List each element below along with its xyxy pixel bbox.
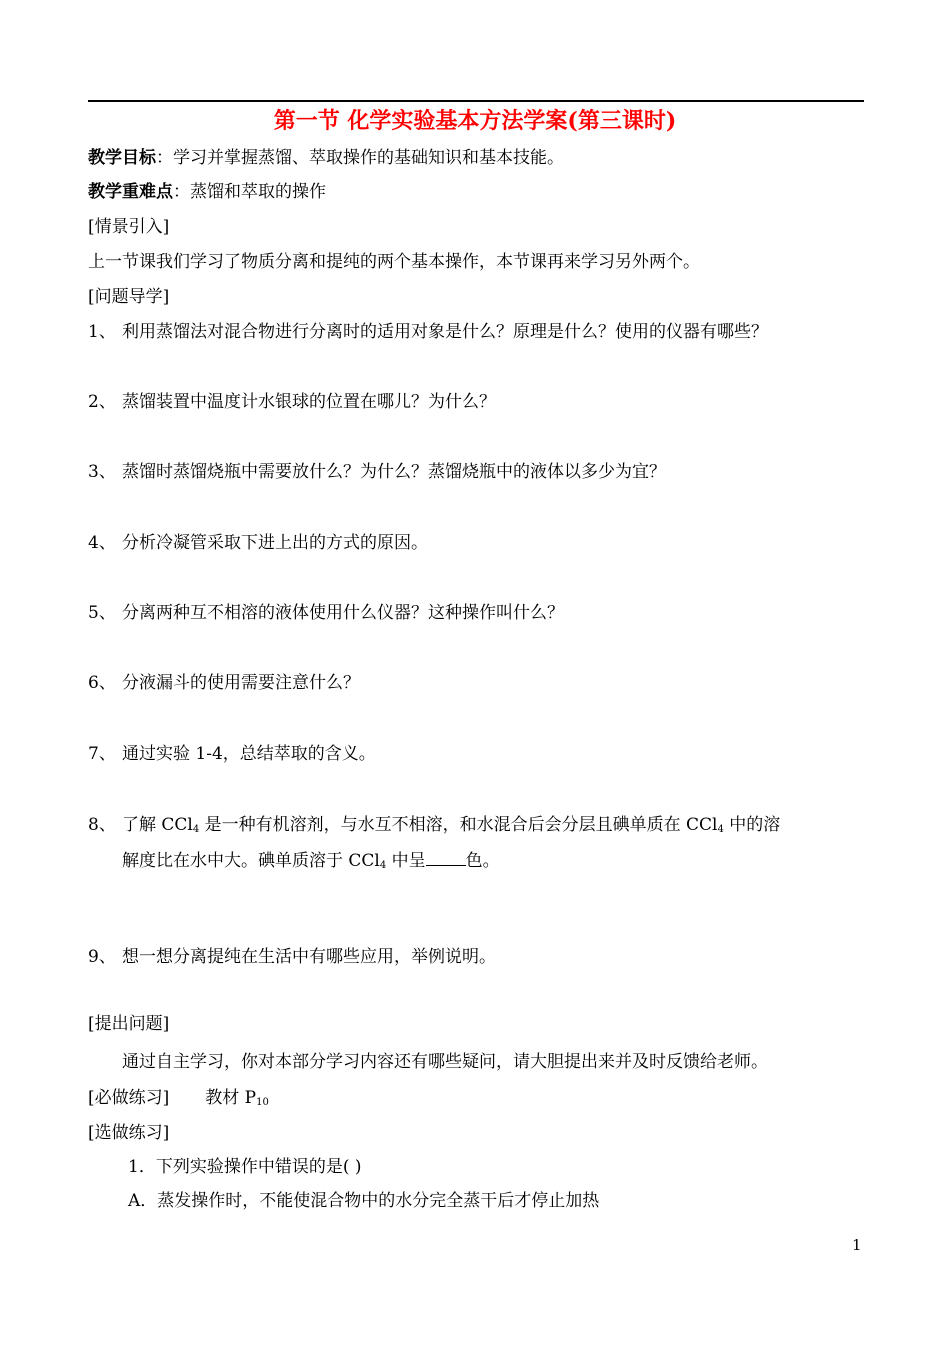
question-text: 蒸馏时蒸馏烧瓶中需要放什么？为什么？蒸馏烧瓶中的液体以多少为宜？ [122, 462, 666, 482]
question-text: 分析冷凝管采取下进上出的方式的原因。 [122, 533, 428, 553]
question-number: 1、 [88, 322, 116, 342]
question-number: 2、 [88, 392, 116, 412]
question-number: 9、 [88, 947, 116, 967]
page-number: 1 [852, 1236, 862, 1254]
question-number: 5、 [88, 603, 116, 623]
question-text-part: 中的溶 [723, 815, 781, 835]
question-number: 4、 [88, 533, 116, 553]
question-text-part: 色。 [465, 851, 500, 871]
question-text: 蒸馏装置中温度计水银球的位置在哪儿？为什么？ [122, 392, 496, 412]
question-number: 6、 [88, 673, 116, 693]
optional-heading: [选做练习] [88, 1123, 170, 1143]
question-6 [88, 671, 360, 695]
page-title: 第一节 化学实验基本方法学案(第三课时) [273, 108, 677, 134]
question-8-continued [122, 849, 500, 873]
question-text: 想一想分离提纯在生活中有哪些应用，举例说明。 [122, 947, 496, 967]
question-1 [88, 320, 768, 344]
question-text-part: 是一种有机溶剂，与水互不相溶，和水混合后会分层且碘单质在 CCl [199, 815, 718, 835]
question-3 [88, 460, 666, 484]
subscript: 4 [192, 824, 200, 835]
question-number: 7、 [88, 744, 116, 764]
question-text-part: 解度比在水中大。碘单质溶于 CCl [122, 851, 380, 871]
key-points-text: ：蒸馏和萃取的操作 [173, 182, 326, 202]
teaching-goal-text: ：学习并掌握蒸馏、萃取操作的基础知识和基本技能。 [156, 148, 564, 168]
key-points [88, 180, 326, 204]
exercise-question: 1．下列实验操作中错误的是( ) [128, 1157, 362, 1177]
fill-in-blank[interactable] [426, 849, 466, 866]
header-rule [88, 100, 864, 102]
key-points-label: 教学重难点 [88, 182, 173, 202]
question-2 [88, 390, 496, 414]
exercise-option-a: A．蒸发操作时，不能使混合物中的水分完全蒸干后才停止加热 [128, 1191, 600, 1211]
question-text: 分液漏斗的使用需要注意什么？ [122, 673, 360, 693]
question-number: 8、 [88, 815, 116, 835]
question-text-part: 中呈 [386, 851, 426, 871]
teaching-goal [88, 146, 564, 170]
subscript: 10 [256, 1097, 269, 1108]
teaching-goal-label: 教学目标 [88, 148, 156, 168]
required-exercise-text: 教材 P [205, 1088, 257, 1108]
question-4 [88, 531, 428, 555]
question-text: 分离两种互不相溶的液体使用什么仪器？这种操作叫什么？ [122, 603, 564, 623]
question-7 [88, 742, 376, 766]
question-number: 3、 [88, 462, 116, 482]
question-5 [88, 601, 564, 625]
question-8 [88, 813, 780, 837]
question-text: 通过实验 1-4，总结萃取的含义。 [122, 744, 376, 764]
guide-heading: [问题导学] [88, 287, 170, 307]
question-9 [88, 945, 496, 969]
intro-heading: [情景引入] [88, 217, 170, 237]
subscript: 4 [379, 860, 387, 871]
ask-heading: [提出问题] [88, 1014, 170, 1034]
required-exercise [88, 1086, 269, 1110]
question-text-part: 了解 CCl [122, 815, 193, 835]
ask-text: 通过自主学习，你对本部分学习内容还有哪些疑问，请大胆提出来并及时反馈给老师。 [122, 1052, 768, 1072]
question-text: 利用蒸馏法对混合物进行分离时的适用对象是什么？原理是什么？使用的仪器有哪些？ [122, 322, 768, 342]
required-exercise-label: [必做练习] [88, 1088, 170, 1108]
intro-text: 上一节课我们学习了物质分离和提纯的两个基本操作，本节课再来学习另外两个。 [88, 252, 700, 272]
subscript: 4 [717, 824, 724, 835]
